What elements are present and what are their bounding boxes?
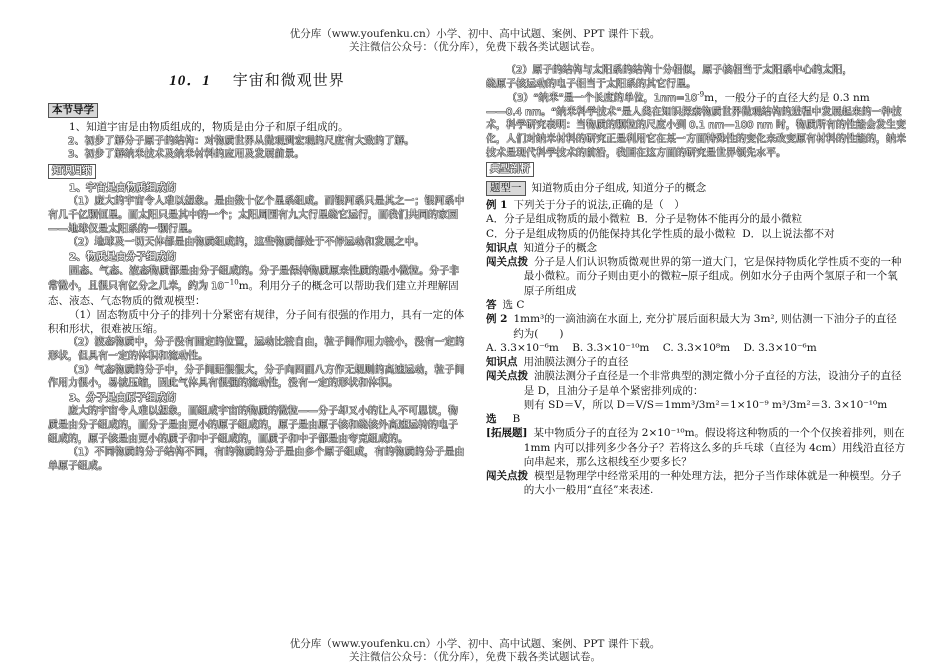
heading-1-text: 1、宇宙是由物质组成的 (69, 182, 176, 194)
hint-3 (486, 469, 906, 498)
left-column (48, 64, 466, 473)
answer-2 (486, 412, 906, 426)
type-one-tag: 题型一 (486, 181, 526, 196)
knowledge-point-1-label: 知识点 (486, 241, 518, 254)
answer-2-text: B (512, 413, 521, 426)
extension-text: 某中物质分子的直径为 2×10⁻¹⁰m。假设将这种物质的一个个仅挨着排列，则在 1mm 内可以排列多少各分子？若将这么多的乒乓球（直径为 4cm）用线沿直径方向串起来，那么这根线至少要多长？ (523, 427, 906, 468)
section-tag-analysis: 典型剖析 (486, 162, 534, 177)
extension-label: [拓展题] (486, 427, 528, 440)
option-2a: A. 3.3×10⁻⁶m (486, 341, 559, 354)
hint-3-label: 闯关点拨 (486, 470, 528, 483)
answer-1-text: 选 C (502, 299, 525, 312)
right-para-3-b: m，一般分子的直径大约是 0.3 nm (704, 92, 870, 105)
page-header (0, 28, 950, 54)
hint-1-text: 分子是人们认识物质微观世界的第一道大门，它是保持物质化学性质不变的一种最小微粒。而分子则由更小的微粒─原子组成。例如水分子由两个氢原子和一个氧原子所组成 (523, 256, 902, 297)
answer-2-label: 选 (486, 413, 497, 426)
para-5: （2）液态物质中，分子没有固定的位置，运动比较自由，粒子间作用力较小，没有一定的形状，但具有一定的体积和流动性。 (48, 337, 465, 362)
goal-3: 3、初步了解纳米技术及纳米材料的应用及发展前景。 (68, 149, 305, 161)
title-text: 宇宙和微观世界 (232, 71, 345, 89)
option-1b: B．分子是物体不能再分的最小微粒 (636, 213, 802, 226)
example-1-label: 例 1 (486, 199, 508, 212)
extension-question (486, 426, 906, 469)
answer-1 (486, 298, 906, 312)
heading-3-text: 3、分子是由原子组成的 (69, 392, 176, 404)
hint-2-text: 油膜法测分子直径是一个非常典型的测定微小分子直径的方法，设油分子的直径是 D，且油分子是单个紧密排列成的： (523, 370, 902, 397)
example-1 (486, 198, 906, 212)
footer-line-2: 关注微信公众号：（优分库），免费下载各类试题试卷。 (349, 651, 601, 663)
para-8: （1）不同物质的分子结构不同，有的物质的分子是由多个原子组成，有的物质的分子是由单原子组成。 (48, 447, 465, 472)
goal-1: 1、知道宇宙是由物质组成的，物质是由分子和原子组成的。 (69, 121, 349, 134)
option-2b: B. 3.3×10⁻¹⁰m (572, 341, 650, 354)
example-1-options-cd (486, 227, 906, 241)
type-one-text: 知道物质由分子组成, 知道分子的概念 (531, 182, 707, 195)
hint-1 (486, 255, 906, 298)
example-1-options-ab (486, 212, 906, 226)
right-column (486, 64, 906, 498)
para-6: （3）气态物质的分子中，分子间距很很大，分子向四面八方作无规则的高速运动，粒子间作用力很小，易被压缩，因此气体具有很强的流动性，没有一定的形状和体积。 (48, 364, 465, 390)
right-para-3-sup: -9 (697, 90, 705, 99)
answer-1-label: 答 (486, 299, 497, 312)
para-2: （2）地球及一切天体都是由物质组成的，这些物质都处于不停运动和发展之中。 (68, 237, 425, 249)
section-tag-knowledge: 知识归纳 (48, 164, 96, 179)
para-7: 庞大的宇宙令人难以想象，而组成宇宙的物质的微粒——分子却又小的让人不可思议，物质是由分子组成的，而分子是由更小的原子组成的，原子是由原子核和绕核外高速运转的电子组成的，原子核是由更小的质子和中子组成的，而质子和中子都是由夸克组成的。 (48, 406, 458, 445)
option-1d: D．以上说法都不对 (742, 227, 835, 240)
footer-line-1: 优分库（www.youfenku.cn）小学、初中、高中试题、案例、PPT 课件下载。 (289, 638, 661, 650)
knowledge-point-1-text: 知道分子的概念 (523, 241, 597, 254)
para-4: （1）固态物质中分子的排列十分紧密有规律，分子间有很强的作用力，具有一定的体积和形状，很难被压缩。 (48, 308, 465, 336)
right-para-1: （2）原子的结构与太阳系的结构十分相似，原子核相当于太阳系中心的太阳， (506, 65, 853, 76)
right-para-2: 绕原子核运动的电子相当于太阳系的其它行星。 (486, 78, 696, 90)
para-1: （1）庞大的宇宙令人难以想象。是由数十亿个星系组成。而银河系只是其之一；银河系中有几千亿颗恒星。而太阳只是其中的一个；太阳周围有九大行星绕它运行，而我们共同的家园——地球仅是太阳系的一颗行星。 (48, 196, 465, 235)
hint-1-label: 闯关点拨 (486, 256, 528, 269)
right-para-4: ——0.4 nm。“纳米科学技术”是人类在知识探索物质世界微观结构的进程中发展起来的一种技术，科学研究表明：当物质的颗粒的尺度小到 0.1 nm—100 nm 时，物质所有的性能会发生变化，人们对纳米材料的研究正是利用它在某一方面特殊性的变化来改变原有材料的性能的，纳米技术是现代科学技术的前沿，我国在这方面的研究是世界领先水平。 (486, 106, 906, 159)
header-line-1: 优分库（www.youfenku.cn）小学、初中、高中试题、案例、PPT 课件下载。 (289, 28, 661, 40)
hint-2-label: 闯关点拨 (486, 370, 528, 383)
option-1a: A．分子是组成物质的最小微粒 (486, 213, 631, 226)
page-title (48, 70, 466, 91)
knowledge-point-2-label: 知识点 (486, 356, 518, 369)
para-3 (48, 264, 466, 307)
knowledge-point-2-text: 用油膜法测分子的直径 (523, 356, 629, 369)
heading-2-text: 2、物质是由分子组成的 (69, 251, 176, 263)
type-one (486, 179, 906, 198)
para-3-a: 固态、气态、液态物质都是由分子组成的。分子是保持物质原来性质的最小微粒。分子非常微小，且很只有亿分之几米，约为 10 (48, 266, 459, 292)
heading-2 (69, 250, 466, 265)
knowledge-point-2 (486, 355, 906, 369)
example-2-label: 例 2 (486, 313, 508, 326)
option-2c: C. 3.3×10⁸m (662, 341, 731, 354)
page-footer (0, 638, 950, 664)
example-2-options (486, 341, 906, 355)
option-1c: C．分子是组成物质的仍能保持其化学性质的最小微粒 (486, 227, 736, 240)
goal-2: 2、初步了解分子原子的结构：对物质世界从微观到宏观的尺度有大致的了解。 (68, 135, 415, 147)
example-2 (486, 312, 906, 341)
option-2d: D. 3.3×10⁻⁶m (743, 341, 817, 354)
knowledge-point-1 (486, 241, 906, 255)
right-para-3-a: （3）“纳米”是一个长度的单位，1nm=10 (507, 93, 698, 105)
right-para-3 (486, 91, 906, 106)
example-1-text: 下列关于分子的说法,正确的是（ ） (513, 199, 685, 212)
heading-1 (69, 181, 466, 196)
para-3-b: m。利用分子的概念可以帮助我们建立并理解固态、液态、气态物质的微观模型： (48, 280, 459, 307)
header-line-2: 关注微信公众号：（优分库），免费下载各类试题试卷。 (349, 41, 601, 53)
heading-3 (69, 391, 466, 406)
title-number: 10．1 (169, 73, 211, 89)
hint-2 (486, 369, 906, 398)
calculation: 则有 SD＝V，所以 D＝V/S＝1mm³/3m²＝1×10⁻⁹ m³/3m²＝3. 3×10⁻¹⁰m (523, 398, 888, 411)
example-2-text: 1mm³的一滴油滴在水面上, 充分扩展后面积最大为 3m², 则估测一下油分子的直径约为( ) (513, 313, 897, 340)
hint-3-text: 模型是物理学中经常采用的一种处理方法，把分子当作球体就是一种模型。分子的大小一般用“直径”来表述. (523, 470, 902, 497)
section-tag-guide: 本节导学 (48, 103, 98, 118)
para-3-sup: −10 (223, 278, 239, 287)
